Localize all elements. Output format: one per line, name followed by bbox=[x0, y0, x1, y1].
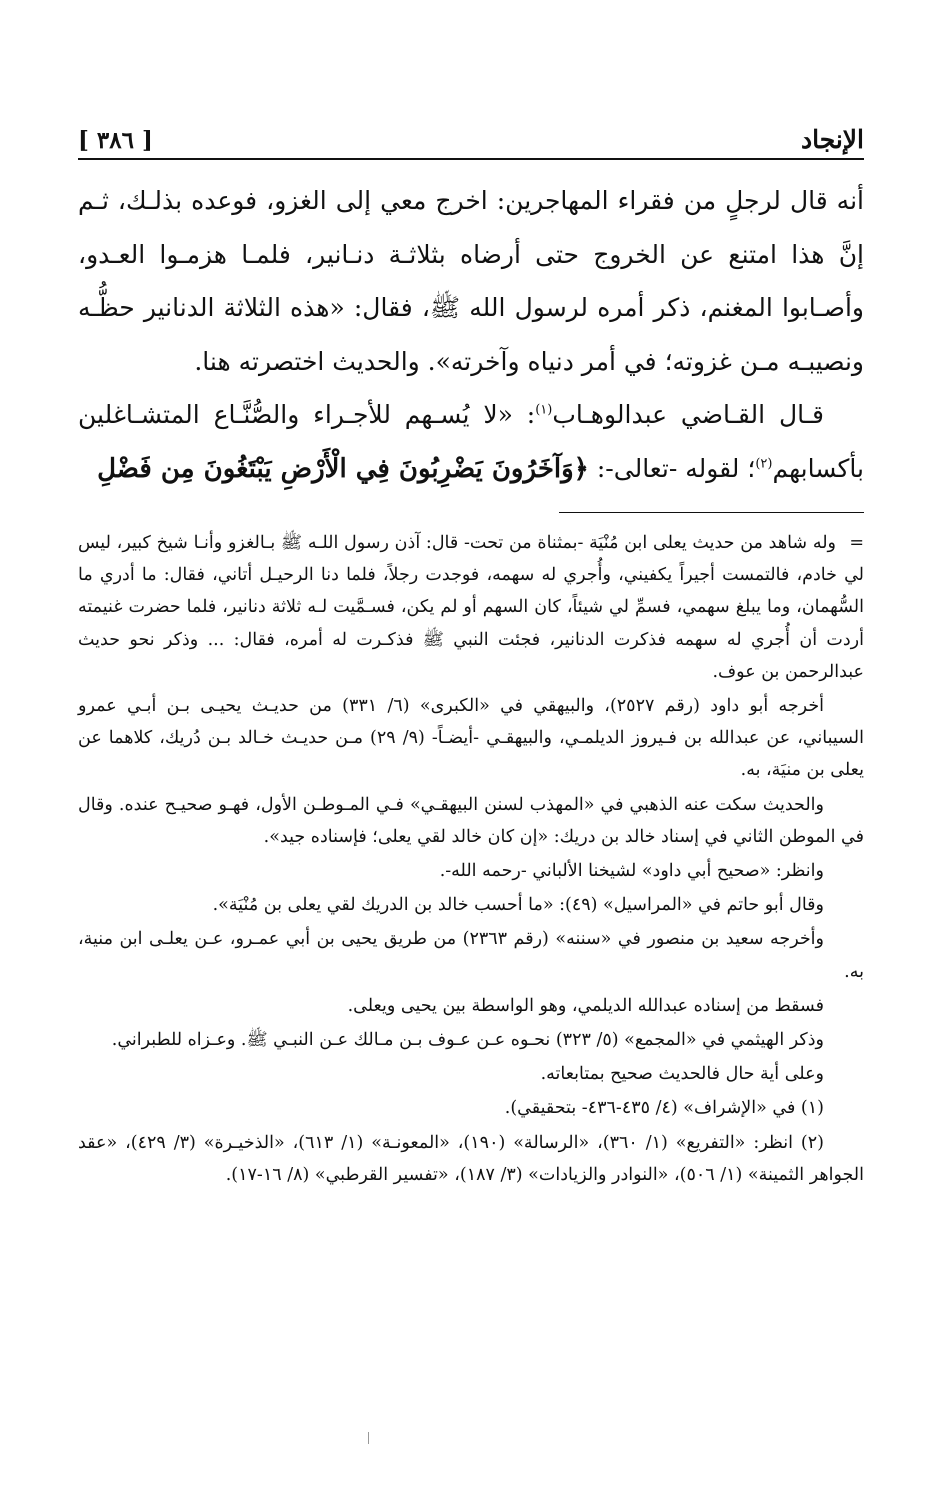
footnote-separator bbox=[559, 512, 864, 513]
footnote-2: (٢) انظر: «التفريع» (١/ ٣٦٠)، «الرسالة» (١٩٠)، «المعونـة» (١/ ٦١٣)، «الذخيـرة» (٣/ ٤٢٩)، «عقد الجواهر الثمينة» (١/ ٥٠٦)، «النوادر والزيادات» (٣/ ١٨٧)، «تفسير القرطبي» (٨/ ١٦-١٧). bbox=[78, 1132, 864, 1185]
quran-verse: ﴿وَآخَرُونَ يَضْرِبُونَ فِي الْأَرْضِ يَبْتَغُونَ مِن فَضْلِ bbox=[97, 453, 589, 484]
main-paragraph bbox=[78, 388, 864, 496]
footnote-paragraph: وعلى أية حال فالحديث صحيح بمتابعاته. bbox=[540, 1064, 824, 1085]
footnote-continuation bbox=[78, 527, 864, 688]
footnote-paragraph: وذكر الهيثمي في «المجمع» (٥/ ٣٢٣) نحـوه عـن عـوف بـن مـالك عـن النبـي ﷺ. وعـزاه للطبراني. bbox=[111, 1030, 824, 1051]
footnotes bbox=[78, 527, 864, 1191]
book-page bbox=[78, 110, 864, 1449]
footnote-paragraph: وقال أبو حاتم في «المراسيل» (٤٩): «ما أحسب خالد بن الدريك لقي يعلى بن مُنْيَة». bbox=[212, 895, 824, 916]
footnote-paragraph: فسقط من إسناده عبدالله الديلمي، وهو الواسطة بين يحيى ويعلى. bbox=[347, 995, 824, 1016]
footnote-text: وله شاهد من حديث يعلى ابن مُنْيَة -بمثناة من تحت- قال: آذن رسول اللـه ﷺ بـالغزو وأنـا شيخ كبير، ليس لي خادم، فالتمست أجيراً يكفيني، وأُجري له سهمه، فوجدت رجلاً، فلما دنا الرحيـل أتاني، فقال: ما أدري ما السُّهمان، وما يبلغ سهمي، فسمِّ لي شيئاً، كان السهم أو لم يكن، فسـمَّيت لـه ثلاثة دنانير، فلما حضرت غنيمته أردت أن أُجري له سهمه فذكرت الدنانير، فجئت النبي ﷺ فذكـرت له أمره، فقال: ... وذكر نحو حديث عبدالرحمن بن عوف. bbox=[78, 533, 864, 682]
footnote-1: (١) في «الإشراف» (٤/ ٤٣٥-٤٣٦- بتحقيقي). bbox=[504, 1098, 824, 1119]
text-segment: قـال القـاضي عبدالوهـاب bbox=[552, 400, 825, 429]
scan-mark bbox=[368, 1432, 369, 1444]
main-text bbox=[78, 174, 864, 496]
footnote-ref[interactable]: (٢) bbox=[755, 456, 773, 472]
footnote-ref[interactable]: (١) bbox=[535, 402, 553, 418]
page-header bbox=[78, 110, 864, 160]
footnote-paragraph: أخرجه أبو داود (رقم ٢٥٢٧)، والبيهقي في «الكبرى» (٦/ ٣٣١) من حديـث يحيـى بـن أبـي عمرو السيباني، عن عبدالله بن فـيروز الديلمـي، والبيهقـي -أيضـاً- (٩/ ٢٩) مـن حديـث خـالد بـن دُريك، كلاهما عن يعلى بن منيَة، به. bbox=[78, 696, 864, 781]
footnote-paragraph: وانظر: «صحيح أبي داود» لشيخنا الألباني -رحمه الله-. bbox=[439, 861, 824, 882]
page-number: [ ٣٨٦ ] bbox=[78, 127, 153, 154]
running-title: الإنجاد bbox=[800, 125, 864, 154]
footnote-paragraph: والحديث سكت عنه الذهبي في «المهذب لسنن البيهقـي» فـي المـوطـن الأول، فهـو صحيـح عنده. وقال في الموطن الثاني في إسناد خالد بن دريك: «إن كان خالد لقي يعلى؛ فإسناده جيد». bbox=[78, 794, 864, 847]
text-segment: : «لا يُسـهم للأجـراء والصُّنَّـاع المتشـاغلين بأكسابهم bbox=[78, 400, 864, 483]
footnote-paragraph: وأخرجه سعيد بن منصور في «سننه» (رقم ٢٣٦٣) من طريق يحيى بن أبي عمـرو، عـن يعلـى ابن منية، به. bbox=[78, 929, 864, 982]
text-segment: ؛ لقوله -تعالى-: bbox=[588, 453, 756, 483]
continuation-marker: = bbox=[849, 533, 864, 553]
main-paragraph: أنه قال لرجلٍ من فقراء المهاجرين: اخرج معي إلى الغزو، فوعده بذلـك، ثـم إنَّ هذا امتنع عن الخروج حتى أرضاه بثلاثـة دنـانير، فلمـا هزمـوا العـدو، وأصـابوا المغنم، ذكر أمره لرسول الله ﷺ، فقال: «هذه الثلاثة الدنانير حظُّـه ونصيبـه مـن غزوته؛ في أمر دنياه وآخرته». والحديث اختصرته هنا. bbox=[78, 186, 864, 376]
